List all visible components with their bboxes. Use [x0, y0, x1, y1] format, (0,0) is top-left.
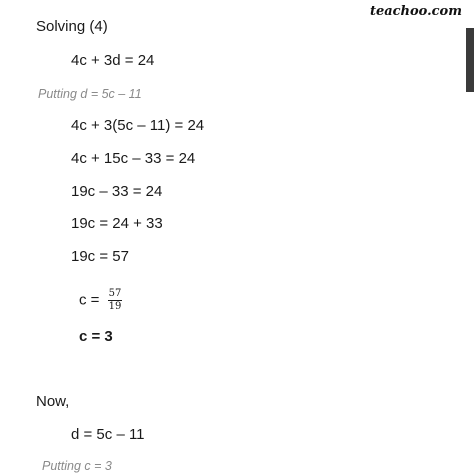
fraction-prefix: c = [79, 291, 104, 309]
result-c: c = 3 [79, 328, 113, 345]
substitution-note-c: Putting c = 3 [42, 459, 112, 473]
equation-step-4: 19c – 33 = 24 [71, 183, 163, 200]
scrollbar-thumb[interactable] [466, 28, 474, 92]
fraction [108, 288, 123, 313]
teachoo-logo: teachoo.com [369, 4, 462, 19]
fraction-numerator: 57 [108, 288, 122, 299]
substitution-note-d: Putting d = 5c – 11 [38, 87, 142, 101]
fraction-denominator: 19 [108, 301, 122, 312]
equation-step-6: 19c = 57 [71, 248, 129, 265]
heading-solving: Solving (4) [36, 18, 108, 35]
fraction-line [79, 288, 122, 313]
heading-now: Now, [36, 393, 70, 410]
scrollbar[interactable] [466, 0, 474, 476]
equation-step-5: 19c = 24 + 33 [71, 215, 163, 232]
equation-step-3: 4c + 15c – 33 = 24 [71, 150, 196, 167]
equation-step-2: 4c + 3(5c – 11) = 24 [71, 117, 205, 134]
equation-d: d = 5c – 11 [71, 426, 145, 443]
equation-step-1: 4c + 3d = 24 [71, 52, 155, 69]
